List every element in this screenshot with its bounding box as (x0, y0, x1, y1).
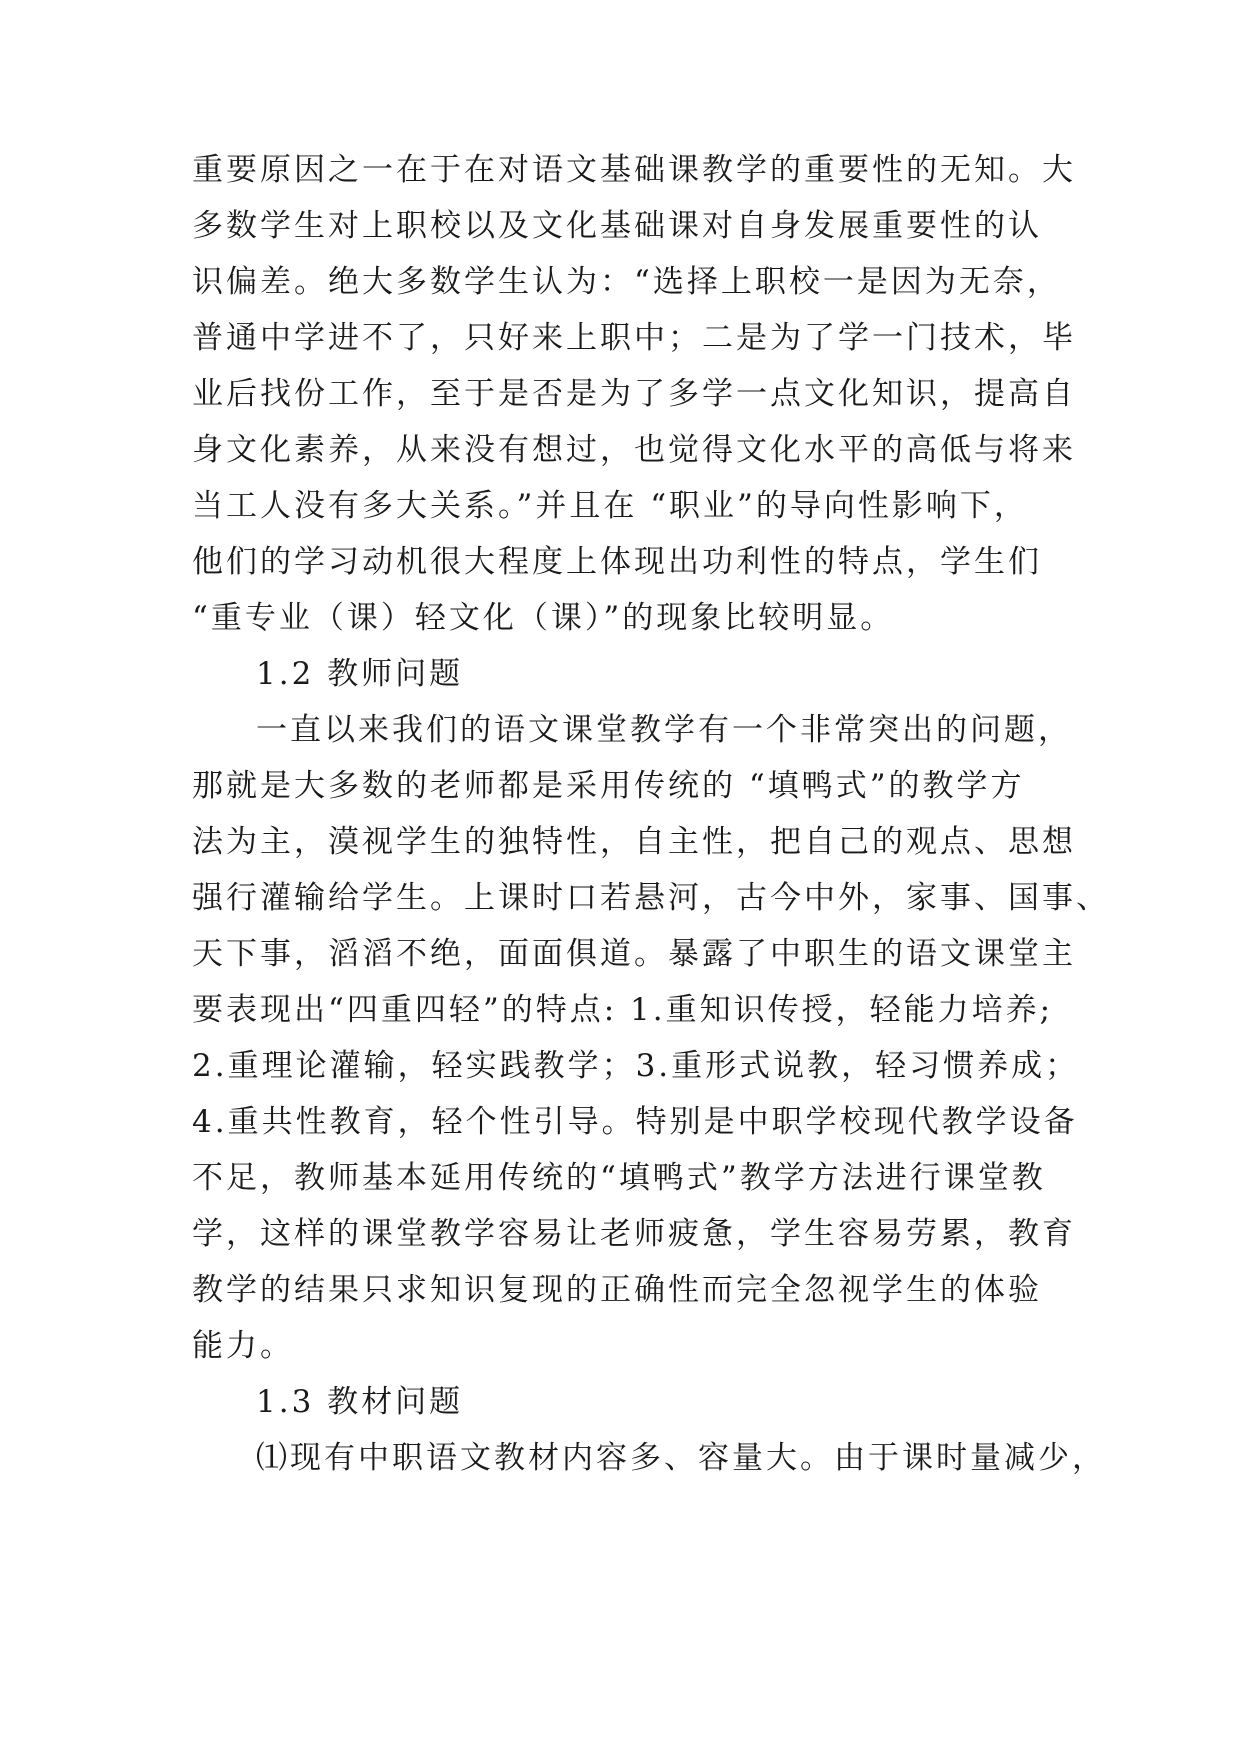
text-line: 2.重理论灌输，轻实践教学；3.重形式说教，轻习惯养成； (192, 1048, 1080, 1084)
text-line: 教学的结果只求知识复现的正确性而完全忽视学生的体验 (192, 1272, 1042, 1308)
section-heading: 1.2 教师问题 (256, 656, 464, 692)
text-line: 4.重共性教育，轻个性引导。特别是中职学校现代教学设备 (192, 1104, 1078, 1140)
text-line: 他们的学习动机很大程度上体现出功利性的特点，学生们 (192, 544, 1042, 580)
text-line: 识偏差。绝大多数学生认为：“选择上职校一是因为无奈， (192, 264, 1061, 300)
text-line: 不足，教师基本延用传统的“填鸭式”教学方法进行课堂教 (192, 1160, 1046, 1196)
text-line: 强行灌输给学生。上课时口若悬河，古今中外，家事、国事、 (192, 880, 1110, 916)
text-line: 那就是大多数的老师都是采用传统的 “填鸭式”的教学方 (192, 768, 1025, 804)
text-line: 业后找份工作，至于是否是为了多学一点文化知识，提高自 (192, 376, 1076, 412)
text-line: 当工人没有多大关系。”并且在 “职业”的导向性影响下， (192, 488, 1028, 524)
text-line: 能力。 (192, 1328, 294, 1364)
text-line: 重要原因之一在于在对语文基础课教学的重要性的无知。大 (192, 152, 1076, 188)
text-line: 天下事，滔滔不绝，面面俱道。暴露了中职生的语文课堂主 (192, 936, 1076, 972)
text-line: “重专业（课）轻文化（课）”的现象比较明显。 (192, 600, 895, 636)
text-line: 要表现出“四重四轻”的特点: 1.重知识传授，轻能力培养; (192, 992, 1054, 1028)
text-line: ⑴现有中职语文教材内容多、容量大。由于课时量减少， (256, 1440, 1106, 1476)
text-line: 学，这样的课堂教学容易让老师疲惫，学生容易劳累，教育 (192, 1216, 1076, 1252)
text-line: 多数学生对上职校以及文化基础课对自身发展重要性的认 (192, 208, 1042, 244)
text-line: 一直以来我们的语文课堂教学有一个非常突出的问题， (256, 712, 1072, 748)
text-line: 普通中学进不了，只好来上职中；二是为了学一门技术，毕 (192, 320, 1076, 356)
text-line: 身文化素养，从来没有想过，也觉得文化水平的高低与将来 (192, 432, 1076, 468)
text-line: 法为主，漠视学生的独特性，自主性，把自己的观点、思想 (192, 824, 1076, 860)
section-heading: 1.3 教材问题 (256, 1384, 464, 1420)
